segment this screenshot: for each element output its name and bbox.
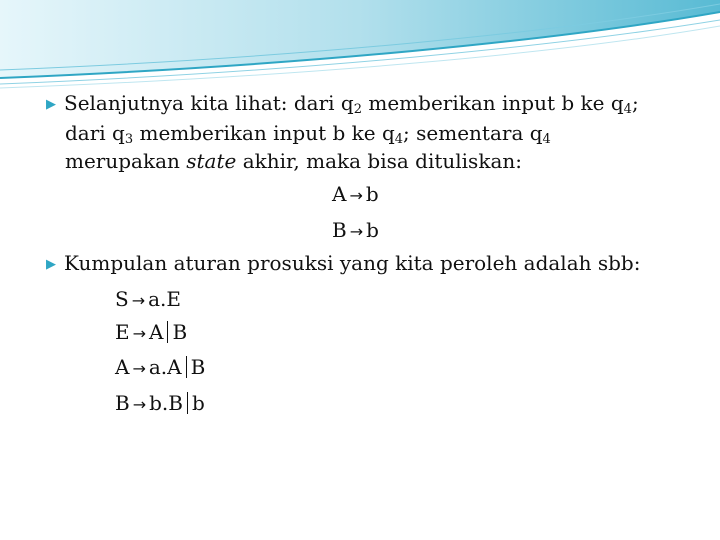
triangle-bullet-icon: ▶ xyxy=(46,257,56,272)
rule-lhs: S xyxy=(115,287,129,311)
rule-lhs: B xyxy=(115,391,130,415)
bullet-2 xyxy=(46,249,640,279)
right-arrow-icon: → xyxy=(132,395,147,414)
bullet-1-line-1 xyxy=(46,89,639,119)
alternation-bar xyxy=(186,356,187,378)
right-arrow-icon: → xyxy=(349,186,363,205)
production-rule xyxy=(115,353,205,383)
alternation-bar xyxy=(187,392,188,414)
rule-rhs: b xyxy=(365,182,379,206)
rule-rhs: b xyxy=(191,391,205,415)
bullet-1-line-3 xyxy=(65,147,522,175)
rule-rhs: b.B xyxy=(149,391,183,415)
right-arrow-icon: → xyxy=(132,359,146,378)
right-arrow-icon: → xyxy=(349,222,364,241)
text-fragment: ; xyxy=(631,91,639,115)
rule-lhs: B xyxy=(332,218,347,242)
rule-lhs: E xyxy=(115,320,130,344)
production-rule xyxy=(115,389,205,419)
right-arrow-icon: → xyxy=(131,291,146,310)
production-rule xyxy=(115,285,181,315)
rule-rhs: a.A xyxy=(148,355,182,379)
text-fragment: merupakan xyxy=(65,149,187,173)
right-arrow-icon: → xyxy=(132,324,147,343)
production-rule xyxy=(332,180,379,210)
rule-rhs: b xyxy=(366,218,379,242)
triangle-bullet-icon: ▶ xyxy=(46,97,56,112)
rule-rhs: B xyxy=(172,320,188,344)
italic-term: state xyxy=(186,149,237,173)
subscript: 3 xyxy=(124,132,134,147)
text-fragment: Selanjutnya kita lihat: dari q xyxy=(64,91,354,115)
production-rule xyxy=(332,216,379,246)
subscript: 4 xyxy=(394,132,404,147)
text-fragment: dari q xyxy=(65,121,125,145)
subscript: 4 xyxy=(542,132,551,147)
bullet-text: Kumpulan aturan prosuksi yang kita peroleh adalah sbb: xyxy=(64,251,641,275)
subscript: 2 xyxy=(353,102,363,117)
alternation-bar xyxy=(167,321,168,343)
rule-rhs: a.E xyxy=(148,287,181,311)
subscript: 4 xyxy=(623,102,632,117)
rule-rhs: A xyxy=(149,320,164,344)
rule-lhs: A xyxy=(115,355,130,379)
production-rule xyxy=(115,318,187,348)
rule-rhs: B xyxy=(190,355,206,379)
bullet-1-line-2 xyxy=(65,119,551,147)
text-fragment: akhir, maka bisa dituliskan: xyxy=(236,149,522,173)
text-fragment: ; sementara q xyxy=(403,121,543,145)
text-fragment: memberikan input b ke q xyxy=(362,91,624,115)
text-fragment: memberikan input b ke q xyxy=(133,121,395,145)
rule-lhs: A xyxy=(332,182,347,206)
